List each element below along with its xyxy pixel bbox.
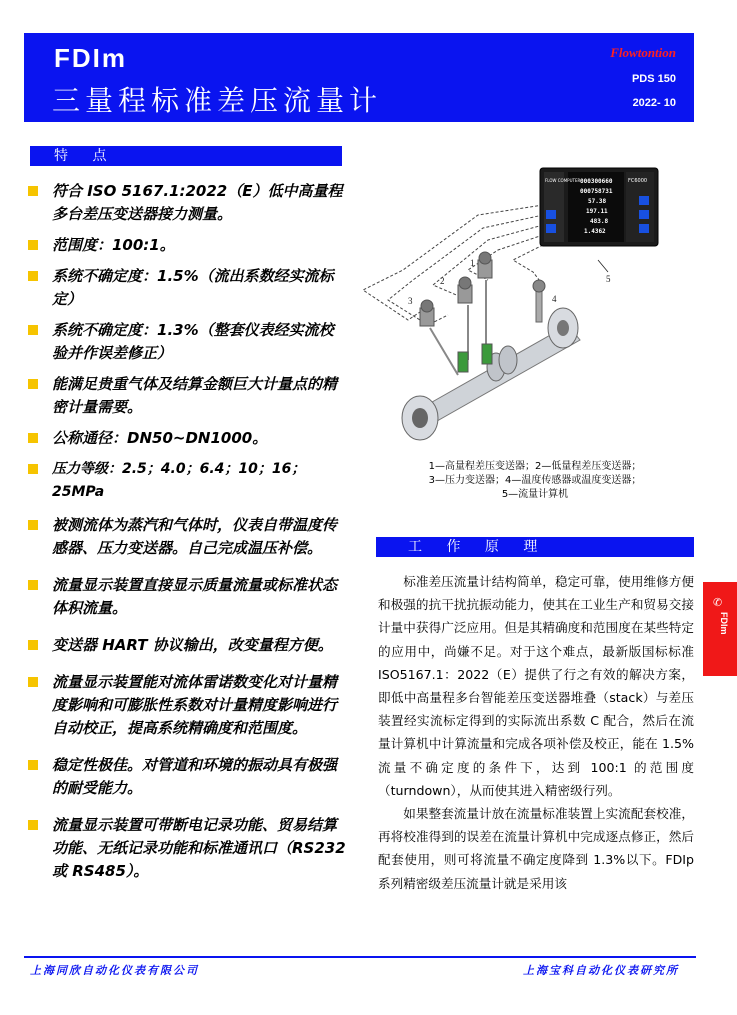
bullet-icon xyxy=(28,325,38,335)
features-list xyxy=(28,180,346,883)
diagram-caption: 1—高量程差压变送器；2—低量程差压变送器； 3—压力变送器；4—温度传感器或温度变送器； 5—流量计算机 xyxy=(428,461,642,500)
flowmeter-diagram xyxy=(358,160,694,455)
principle-text xyxy=(378,570,694,895)
bullet-icon xyxy=(28,820,38,830)
feature-item: 系统不确定度：1.5%（流出系数经实流标定） xyxy=(28,265,346,311)
product-title: 三量程标准差压流量计 xyxy=(52,84,383,117)
diagram-label: 2 xyxy=(440,276,445,286)
principle-heading: 工 作 原 理 xyxy=(376,537,694,557)
screen-line: 57.38 xyxy=(588,198,607,205)
bullet-icon xyxy=(28,186,38,196)
diagram-label: 3 xyxy=(408,296,413,306)
principle-paragraph: 标准差压流量计结构简单，稳定可靠，使用维修方便和极强的抗干扰抗振动能力，使其在工业生产和贸易交接计量中获得广泛应用。但是其精确度和范围度在某些特定的应用中，尚嫌不足。对于这个难点，最新版国标标准 ISO5167.1：2022（E）提供了行之有效的解决方案，即低中高量程多台智能差压变送器堆叠（stack）与差压装置经实流标定得到的实际流出系数 C 配合，然后在流量计算机中计算流量和完成各项补偿及校正，能在 1.5%流量不确定度的条件下，达到 100:1 的范围度（turndown），从而使其进入精密级行列。 xyxy=(378,574,694,798)
device-model: FC6000 xyxy=(628,178,648,184)
bullet-icon xyxy=(28,464,38,474)
bullet-icon xyxy=(28,760,38,770)
side-tab[interactable] xyxy=(703,582,737,676)
feature-item: 压力等级：2.5；4.0；6.4；10；16；25MPa xyxy=(28,458,346,504)
product-model: FDIm xyxy=(54,43,127,73)
issue-date: 2022- 10 xyxy=(632,97,676,109)
feature-item: 被测流体为蒸汽和气体时，仪表自带温度传感器、压力变送器。自己完成温压补偿。 xyxy=(28,514,346,560)
feature-item: 系统不确定度：1.3%（整套仪表经实流校验并作误差修正） xyxy=(28,319,346,365)
feature-item: 流量显示装置能对流体雷诺数变化对计量精度影响和可膨胀性系数对计量精度影响进行自动校正，提高系统精确度和范围度。 xyxy=(28,671,346,740)
feature-item: 公称通径：DN50~DN1000。 xyxy=(28,427,346,450)
bullet-icon xyxy=(28,271,38,281)
feature-item: 范围度：100:1。 xyxy=(28,234,346,257)
bullet-icon xyxy=(28,240,38,250)
features-heading: 特 点 xyxy=(30,146,342,166)
feature-item: 流量显示装置直接显示质量流量或标准状态体积流量。 xyxy=(28,574,346,620)
footer-company-left: 上海同欣自动化仪表有限公司 xyxy=(30,964,199,977)
device-brand: FLOW COMPUTER xyxy=(545,178,581,183)
feature-item: 符合 ISO 5167.1:2022（E）低中高量程多台差压变送器接力测量。 xyxy=(28,180,346,226)
bullet-icon xyxy=(28,580,38,590)
screen-line: 483.8 xyxy=(590,218,609,225)
side-tab-label: FDIm xyxy=(719,612,729,635)
brand-logo: Flowtontion xyxy=(610,45,676,60)
header-banner xyxy=(24,33,694,122)
footer-divider xyxy=(24,956,696,958)
pds-number: PDS 150 xyxy=(631,73,676,85)
screen-line: 197.11 xyxy=(586,208,608,215)
bullet-icon xyxy=(28,640,38,650)
bullet-icon xyxy=(28,379,38,389)
signal-lines xyxy=(363,205,543,325)
screen-line: 1.4362 xyxy=(584,228,606,235)
bullet-icon xyxy=(28,677,38,687)
screen-line: 000300660 xyxy=(580,178,613,185)
feature-item: 稳定性极佳。对管道和环境的振动具有极强的耐受能力。 xyxy=(28,754,346,800)
diagram-label: 4 xyxy=(552,294,557,304)
screen-line: 000758731 xyxy=(580,188,613,195)
feature-item: 变送器 HART 协议输出，改变量程方便。 xyxy=(28,634,346,657)
feature-item: 流量显示装置可带断电记录功能、贸易结算功能、无纸记录功能和标准通讯口（RS232 或 RS485）。 xyxy=(28,814,346,883)
transmitters xyxy=(420,252,492,375)
diagram-label: 5 xyxy=(606,274,611,284)
footer-company-right: 上海宝科自动化仪表研究所 xyxy=(523,964,679,977)
principle-paragraph: 如果整套流量计放在流量标准装置上实流配套校准，再将校准得到的误差在流量计算机中完成逐点修正，然后配套使用，则可将流量不确定度降到 1.3%以下。FDIp 系列精密级差压流量计就是采用该 xyxy=(378,806,694,891)
bullet-icon xyxy=(28,433,38,443)
feature-item: 能满足贵重气体及结算金额巨大计量点的精密计量需要。 xyxy=(28,373,346,419)
bullet-icon xyxy=(28,520,38,530)
diagram-label: 1 xyxy=(470,258,475,268)
phone-icon: ✆ xyxy=(713,596,723,609)
